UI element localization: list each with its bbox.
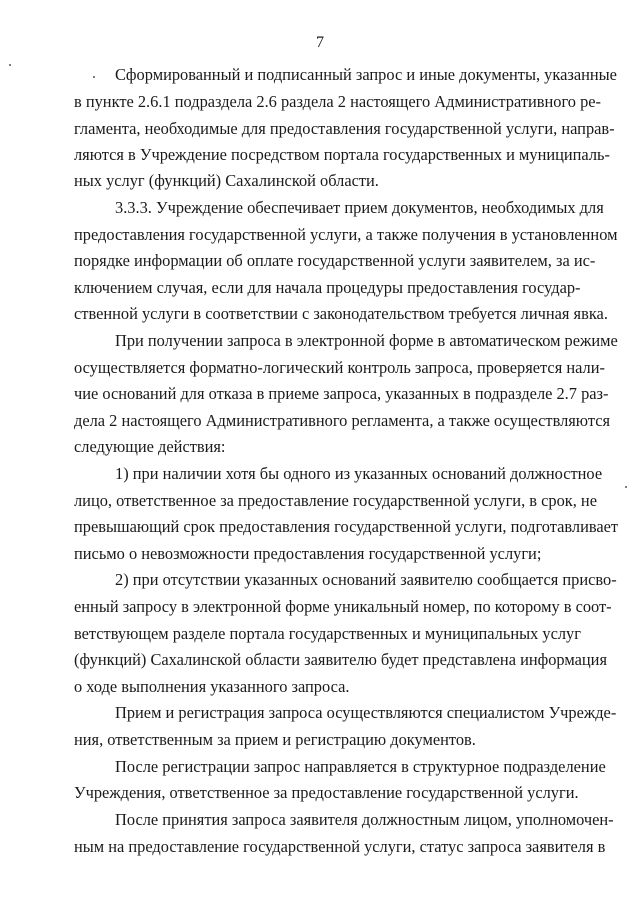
text-line: 3.3.3. Учреждение обеспечивает прием документов, необходимых для: [115, 198, 604, 217]
text-line: Учреждения, ответственное за предоставление государственной услуги.: [74, 783, 579, 802]
text-line: ных услуг (функций) Сахалинской области.: [74, 171, 379, 190]
text-line: осуществляется форматно-логический контроль запроса, проверяется нали-: [74, 358, 605, 377]
text-line: чие оснований для отказа в приеме запроса, указанных в подразделе 2.7 раз-: [74, 384, 609, 403]
text-line: лицо, ответственное за предоставление государственной услуги, в срок, не: [74, 491, 597, 510]
text-line: ственной услуги в соответствии с законодательством требуется личная явка.: [74, 304, 608, 323]
text-line: о ходе выполнения указанного запроса.: [74, 677, 350, 696]
text-line: ветствующем разделе портала государственных и муниципальных услуг: [74, 624, 581, 643]
text-line: Сформированный и подписанный запрос и иные документы, указанные: [115, 65, 617, 84]
text-line: После принятия запроса заявителя должностным лицом, уполномочен-: [115, 810, 614, 829]
text-line: При получении запроса в электронной форме в автоматическом режиме: [115, 331, 618, 350]
text-line: Прием и регистрация запроса осуществляются специалистом Учрежде-: [115, 703, 617, 722]
text-line: превышающий срок предоставления государственной услуги, подготавливает: [74, 517, 619, 536]
text-line: в пункте 2.6.1 подраздела 2.6 раздела 2 настоящего Административного ре-: [74, 92, 601, 111]
text-line: ным на предоставление государственной услуги, статус запроса заявителя в: [74, 837, 606, 856]
text-line: (функций) Сахалинской области заявителю будет представлена информация: [74, 650, 607, 669]
page-number: 7: [316, 34, 324, 51]
text-line: предоставления государственной услуги, а также получения в установленном: [74, 225, 618, 244]
text-line: гламента, необходимые для предоставления государственной услуги, направ-: [74, 119, 615, 138]
text-line: следующие действия:: [74, 437, 226, 456]
scan-speck: [93, 76, 95, 78]
text-line: 1) при наличии хотя бы одного из указанных оснований должностное: [115, 464, 603, 483]
text-line: порядке информации об оплате государственной услуги заявителем, за ис-: [74, 251, 596, 270]
text-line: ляются в Учреждение посредством портала государственных и муниципаль-: [74, 145, 610, 164]
text-line: После регистрации запрос направляется в структурное подразделение: [115, 757, 606, 776]
text-line: ключением случая, если для начала процедуры предоставления государ-: [74, 278, 581, 297]
scan-speck: [9, 64, 11, 66]
text-line: енный запросу в электронной форме уникальный номер, по которому в соот-: [74, 597, 612, 616]
text-line: ния, ответственным за прием и регистрацию документов.: [74, 730, 476, 749]
text-line: дела 2 настоящего Административного регламента, а также осуществляются: [74, 411, 611, 430]
scan-speck: [625, 486, 627, 488]
text-line: письмо о невозможности предоставления государственной услуги;: [74, 544, 542, 563]
text-line: 2) при отсутствии указанных оснований заявителю сообщается присво-: [115, 570, 617, 589]
